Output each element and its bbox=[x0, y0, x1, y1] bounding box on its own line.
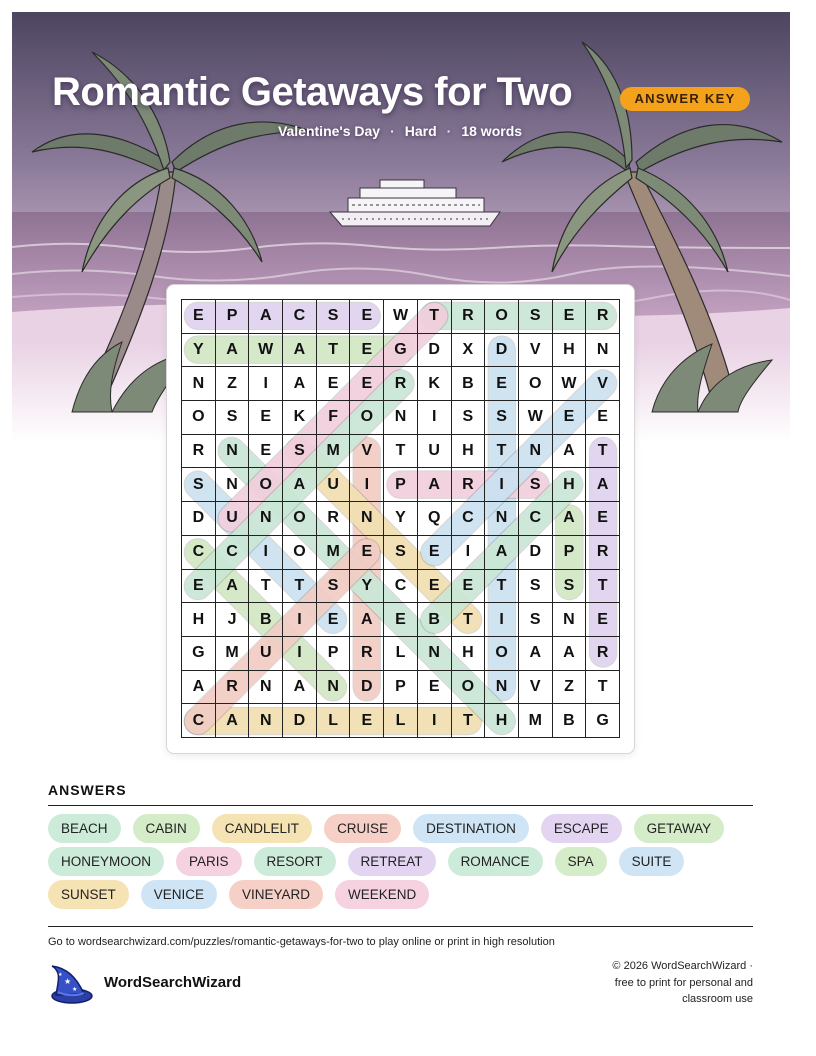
grid-cell: E bbox=[350, 334, 384, 368]
grid-cell: A bbox=[283, 671, 317, 705]
word-search-grid bbox=[181, 299, 620, 738]
answer-chip: VENICE bbox=[141, 880, 217, 909]
grid-cell: E bbox=[586, 401, 620, 435]
grid-cell: T bbox=[384, 435, 418, 469]
grid-cell: A bbox=[519, 637, 553, 671]
answer-key-badge: ANSWER KEY bbox=[620, 87, 750, 111]
grid-cell: A bbox=[485, 536, 519, 570]
grid-cell: W bbox=[249, 334, 283, 368]
grid-cell: S bbox=[519, 570, 553, 604]
grid-cell: A bbox=[553, 637, 587, 671]
answer-chip: SUNSET bbox=[48, 880, 129, 909]
grid-cell: R bbox=[586, 536, 620, 570]
copyright-line: © 2026 WordSearchWizard · bbox=[612, 960, 753, 972]
grid-cell: E bbox=[182, 300, 216, 334]
answer-chip: RESORT bbox=[254, 847, 336, 876]
grid-cell: H bbox=[452, 435, 486, 469]
grid-cell: A bbox=[182, 671, 216, 705]
grid-cell: C bbox=[216, 536, 250, 570]
separator: · bbox=[446, 123, 452, 139]
grid-cell: H bbox=[452, 637, 486, 671]
grid-cell: P bbox=[384, 468, 418, 502]
answer-chip: GETAWAY bbox=[634, 814, 725, 843]
answer-chip: CANDLELIT bbox=[212, 814, 312, 843]
grid-cell: A bbox=[283, 334, 317, 368]
grid-cell: Y bbox=[182, 334, 216, 368]
grid-cell: T bbox=[485, 435, 519, 469]
grid-cell: S bbox=[519, 300, 553, 334]
grid-cell: E bbox=[317, 603, 351, 637]
grid-cell: M bbox=[519, 704, 553, 738]
grid-cell: N bbox=[317, 671, 351, 705]
answer-chip: BEACH bbox=[48, 814, 121, 843]
grid-cell: A bbox=[216, 704, 250, 738]
grid-cell: T bbox=[586, 570, 620, 604]
grid-cell: V bbox=[519, 671, 553, 705]
grid-cell: C bbox=[182, 704, 216, 738]
grid-cell: Z bbox=[216, 367, 250, 401]
grid-cell: V bbox=[350, 435, 384, 469]
grid-cell: E bbox=[418, 671, 452, 705]
difficulty-label: Hard bbox=[404, 123, 437, 139]
grid-cell: H bbox=[485, 704, 519, 738]
grid-cell: Y bbox=[350, 570, 384, 604]
grid-cell: N bbox=[350, 502, 384, 536]
puzzle-meta bbox=[0, 123, 800, 139]
answer-chip: SPA bbox=[555, 847, 607, 876]
grid-cell: L bbox=[384, 704, 418, 738]
grid-cell: N bbox=[216, 468, 250, 502]
grid-cell: R bbox=[452, 468, 486, 502]
page-title: Romantic Getaways for Two bbox=[52, 70, 573, 114]
separator: · bbox=[390, 123, 395, 139]
grid-cell: N bbox=[485, 502, 519, 536]
grid-cell: V bbox=[519, 334, 553, 368]
play-online-link[interactable]: Go to wordsearchwizard.com/puzzles/romantic-getaways-for-two to play online or print in high resolution bbox=[48, 936, 555, 948]
grid-cell: S bbox=[216, 401, 250, 435]
brand-name[interactable]: WordSearchWizard bbox=[104, 974, 242, 991]
grid-cell: D bbox=[519, 536, 553, 570]
answer-chip: RETREAT bbox=[348, 847, 436, 876]
grid-cell: E bbox=[249, 435, 283, 469]
grid-cell: O bbox=[283, 502, 317, 536]
grid-cell: T bbox=[418, 300, 452, 334]
answer-chip: WEEKEND bbox=[335, 880, 429, 909]
grid-cell: S bbox=[519, 603, 553, 637]
grid-cell: B bbox=[418, 603, 452, 637]
grid-cell: H bbox=[182, 603, 216, 637]
grid-cell: A bbox=[586, 468, 620, 502]
grid-cell: F bbox=[317, 401, 351, 435]
answer-chip: SUITE bbox=[619, 847, 685, 876]
grid-cell: L bbox=[317, 704, 351, 738]
grid-cell: I bbox=[249, 367, 283, 401]
grid-cell: U bbox=[317, 468, 351, 502]
grid-cell: E bbox=[249, 401, 283, 435]
grid-cell: C bbox=[283, 300, 317, 334]
grid-cell: E bbox=[182, 570, 216, 604]
answer-chip: PARIS bbox=[176, 847, 242, 876]
grid-cell: I bbox=[283, 603, 317, 637]
grid-cell: R bbox=[350, 637, 384, 671]
grid-cell: U bbox=[216, 502, 250, 536]
letter-cells bbox=[181, 299, 620, 738]
grid-cell: N bbox=[249, 502, 283, 536]
grid-cell: O bbox=[485, 300, 519, 334]
grid-cell: R bbox=[586, 637, 620, 671]
grid-cell: N bbox=[216, 435, 250, 469]
grid-cell: T bbox=[586, 435, 620, 469]
answer-chip: HONEYMOON bbox=[48, 847, 164, 876]
grid-cell: S bbox=[317, 300, 351, 334]
grid-cell: E bbox=[586, 502, 620, 536]
grid-cell: E bbox=[586, 603, 620, 637]
grid-cell: H bbox=[553, 334, 587, 368]
grid-cell: M bbox=[317, 536, 351, 570]
grid-cell: A bbox=[553, 502, 587, 536]
svg-text:★: ★ bbox=[58, 972, 63, 978]
grid-cell: E bbox=[350, 367, 384, 401]
grid-cell: E bbox=[384, 603, 418, 637]
grid-cell: E bbox=[553, 300, 587, 334]
grid-cell: N bbox=[553, 603, 587, 637]
grid-cell: U bbox=[418, 435, 452, 469]
grid-cell: E bbox=[418, 536, 452, 570]
grid-cell: Z bbox=[553, 671, 587, 705]
grid-cell: I bbox=[283, 637, 317, 671]
grid-cell: I bbox=[485, 468, 519, 502]
grid-cell: N bbox=[519, 435, 553, 469]
grid-cell: E bbox=[350, 300, 384, 334]
grid-cell: U bbox=[249, 637, 283, 671]
grid-cell: H bbox=[553, 468, 587, 502]
grid-cell: A bbox=[553, 435, 587, 469]
grid-cell: G bbox=[384, 334, 418, 368]
answer-chip: CABIN bbox=[133, 814, 200, 843]
grid-cell: S bbox=[283, 435, 317, 469]
grid-cell: O bbox=[452, 671, 486, 705]
copyright-line: classroom use bbox=[682, 993, 753, 1005]
grid-cell: D bbox=[418, 334, 452, 368]
grid-cell: B bbox=[249, 603, 283, 637]
grid-cell: D bbox=[350, 671, 384, 705]
grid-cell: O bbox=[350, 401, 384, 435]
grid-cell: X bbox=[452, 334, 486, 368]
grid-cell: S bbox=[485, 401, 519, 435]
grid-cell: R bbox=[182, 435, 216, 469]
copyright-line: free to print for personal and bbox=[614, 976, 753, 989]
grid-cell: A bbox=[283, 367, 317, 401]
grid-cell: G bbox=[586, 704, 620, 738]
grid-cell: N bbox=[182, 367, 216, 401]
grid-cell: I bbox=[418, 401, 452, 435]
grid-cell: J bbox=[216, 603, 250, 637]
grid-cell: E bbox=[485, 367, 519, 401]
grid-cell: A bbox=[249, 300, 283, 334]
theme-label: Valentine's Day bbox=[277, 123, 381, 139]
grid-cell: T bbox=[283, 570, 317, 604]
grid-cell: W bbox=[384, 300, 418, 334]
grid-cell: S bbox=[553, 570, 587, 604]
word-count-label: 18 words bbox=[461, 123, 523, 139]
grid-cell: T bbox=[485, 570, 519, 604]
grid-cell: C bbox=[182, 536, 216, 570]
grid-cell: D bbox=[283, 704, 317, 738]
grid-cell: M bbox=[317, 435, 351, 469]
grid-cell: S bbox=[317, 570, 351, 604]
grid-cell: L bbox=[384, 637, 418, 671]
grid-cell: Y bbox=[384, 502, 418, 536]
grid-cell: D bbox=[182, 502, 216, 536]
grid-cell: S bbox=[519, 468, 553, 502]
grid-cell: N bbox=[418, 637, 452, 671]
grid-cell: O bbox=[283, 536, 317, 570]
grid-cell: G bbox=[182, 637, 216, 671]
grid-cell: E bbox=[452, 570, 486, 604]
copyright-notice bbox=[583, 958, 753, 1008]
grid-cell: R bbox=[216, 671, 250, 705]
grid-cell: W bbox=[553, 367, 587, 401]
grid-cell: E bbox=[350, 704, 384, 738]
grid-cell: S bbox=[182, 468, 216, 502]
grid-cell: O bbox=[519, 367, 553, 401]
grid-cell: T bbox=[249, 570, 283, 604]
answer-chip: ESCAPE bbox=[541, 814, 622, 843]
grid-cell: T bbox=[452, 603, 486, 637]
svg-text:★: ★ bbox=[64, 977, 72, 986]
grid-cell: I bbox=[452, 536, 486, 570]
wizard-hat-icon bbox=[46, 962, 94, 1006]
grid-cell: N bbox=[586, 334, 620, 368]
grid-cell: T bbox=[317, 334, 351, 368]
grid-cell: A bbox=[350, 603, 384, 637]
grid-cell: M bbox=[216, 637, 250, 671]
grid-cell: R bbox=[384, 367, 418, 401]
svg-text:★: ★ bbox=[72, 986, 78, 993]
grid-cell: K bbox=[418, 367, 452, 401]
answer-list bbox=[48, 814, 758, 909]
grid-cell: T bbox=[452, 704, 486, 738]
answers-heading: ANSWERS bbox=[48, 782, 127, 798]
grid-cell: C bbox=[452, 502, 486, 536]
grid-cell: N bbox=[249, 704, 283, 738]
grid-cell: B bbox=[452, 367, 486, 401]
grid-cell: A bbox=[283, 468, 317, 502]
grid-cell: E bbox=[317, 367, 351, 401]
grid-cell: O bbox=[485, 637, 519, 671]
grid-cell: C bbox=[519, 502, 553, 536]
grid-cell: P bbox=[317, 637, 351, 671]
grid-cell: S bbox=[452, 401, 486, 435]
answer-chip: VINEYARD bbox=[229, 880, 323, 909]
divider bbox=[48, 805, 753, 806]
grid-cell: I bbox=[350, 468, 384, 502]
grid-cell: A bbox=[216, 570, 250, 604]
grid-cell: I bbox=[485, 603, 519, 637]
grid-cell: P bbox=[216, 300, 250, 334]
grid-cell: Q bbox=[418, 502, 452, 536]
divider bbox=[48, 926, 753, 927]
grid-cell: D bbox=[485, 334, 519, 368]
grid-cell: E bbox=[418, 570, 452, 604]
answer-chip: CRUISE bbox=[324, 814, 401, 843]
grid-cell: E bbox=[350, 536, 384, 570]
grid-cell: A bbox=[216, 334, 250, 368]
grid-cell: P bbox=[553, 536, 587, 570]
grid-cell: R bbox=[317, 502, 351, 536]
grid-cell: I bbox=[418, 704, 452, 738]
grid-cell: N bbox=[485, 671, 519, 705]
grid-cell: W bbox=[519, 401, 553, 435]
grid-cell: E bbox=[553, 401, 587, 435]
grid-cell: P bbox=[384, 671, 418, 705]
grid-cell: V bbox=[586, 367, 620, 401]
grid-cell: O bbox=[249, 468, 283, 502]
grid-cell: O bbox=[182, 401, 216, 435]
grid-cell: R bbox=[452, 300, 486, 334]
grid-cell: I bbox=[249, 536, 283, 570]
grid-cell: N bbox=[384, 401, 418, 435]
answer-chip: ROMANCE bbox=[448, 847, 543, 876]
grid-cell: S bbox=[384, 536, 418, 570]
grid-cell: R bbox=[586, 300, 620, 334]
answer-chip: DESTINATION bbox=[413, 814, 529, 843]
grid-cell: A bbox=[418, 468, 452, 502]
grid-cell: N bbox=[249, 671, 283, 705]
grid-cell: K bbox=[283, 401, 317, 435]
grid-cell: C bbox=[384, 570, 418, 604]
grid-cell: B bbox=[553, 704, 587, 738]
grid-cell: T bbox=[586, 671, 620, 705]
